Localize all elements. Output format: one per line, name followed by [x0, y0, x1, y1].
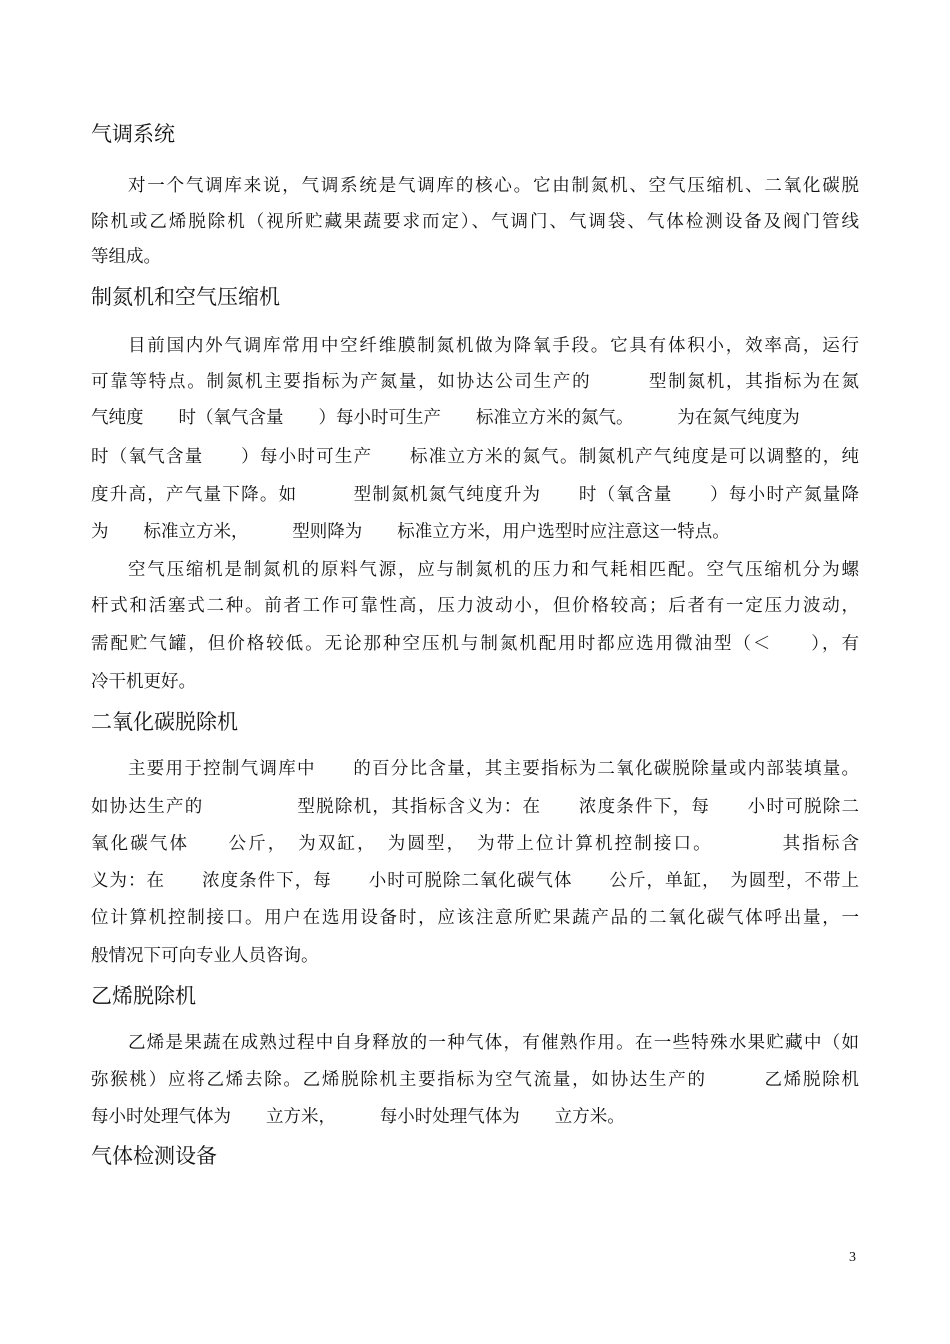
paragraph-line: 冷干机更好。: [91, 672, 196, 692]
section-heading: 制氮机和空气压缩机: [91, 285, 280, 309]
paragraph-line: 如协达生产的 型脱除机，其指标含义为：在 浓度条件下，每 小时可脱除二: [91, 797, 859, 817]
paragraph-line: 度升高，产气量下降。如 型制氮机氮气纯度升为 时（氧含量 ）每小时产氮量降: [91, 485, 859, 505]
paragraph-line: 对一个气调库来说，气调系统是气调库的核心。它由制氮机、空气压缩机、二氧化碳脱: [128, 176, 859, 196]
paragraph-line: 般情况下可向专业人员咨询。: [91, 946, 319, 966]
section-heading: 乙烯脱除机: [91, 984, 196, 1008]
paragraph-line: 除机或乙烯脱除机（视所贮藏果蔬要求而定）、气调门、气调袋、气体检测设备及阀门管线: [91, 212, 859, 232]
section-heading: 二氧化碳脱除机: [91, 710, 238, 734]
section-heading: 气调系统: [91, 122, 175, 146]
paragraph-line: 目前国内外气调库常用中空纤维膜制氮机做为降氧手段。它具有体积小，效率高，运行: [128, 336, 859, 356]
paragraph-line: 主要用于控制气调库中 的百分比含量，其主要指标为二氧化碳脱除量或内部装填量。: [128, 759, 859, 779]
paragraph-line: 气纯度 时（氧气含量 ）每小时可生产 标准立方米的氮气。 为在氮气纯度为: [91, 408, 800, 428]
paragraph-line: 氧化碳气体 公斤， 为双缸， 为圆型， 为带上位计算机控制接口。 其指标含: [91, 834, 859, 854]
paragraph-line: 义为：在 浓度条件下，每 小时可脱除二氧化碳气体 公斤，单缸， 为圆型，不带上: [91, 871, 859, 891]
section-heading: 气体检测设备: [91, 1144, 217, 1168]
paragraph-line: 乙烯是果蔬在成熟过程中自身释放的一种气体，有催熟作用。在一些特殊水果贮藏中（如: [128, 1033, 859, 1053]
paragraph-line: 空气压缩机是制氮机的原料气源，应与制氮机的压力和气耗相匹配。空气压缩机分为螺: [128, 560, 859, 580]
paragraph-line: 每小时处理气体为 立方米， 每小时处理气体为 立方米。: [91, 1107, 625, 1127]
paragraph-line: 时（氧气含量 ）每小时可生产 标准立方米的氮气。制氮机产气纯度是可以调整的，纯: [91, 447, 859, 467]
paragraph-line: 等组成。: [91, 247, 161, 267]
paragraph-line: 位计算机控制接口。用户在选用设备时，应该注意所贮果蔬产品的二氧化碳气体呼出量，一: [91, 908, 859, 928]
paragraph-line: 杆式和活塞式二种。前者工作可靠性高，压力波动小，但价格较高；后者有一定压力波动，: [91, 596, 859, 616]
page-number: 3: [849, 1250, 856, 1265]
paragraph-line: 可靠等特点。制氮机主要指标为产氮量，如协达公司生产的 型制氮机，其指标为在氮: [91, 372, 859, 392]
paragraph-line: 需配贮气罐，但价格较低。无论那种空压机与制氮机配用时都应选用微油型（＜ ），有: [91, 634, 859, 654]
paragraph-line: 为 标准立方米， 型则降为 标准立方米，用户选型时应注意这一特点。: [91, 522, 730, 542]
paragraph-line: 弥猴桃）应将乙烯去除。乙烯脱除机主要指标为空气流量，如协达生产的 乙烯脱除机: [91, 1070, 859, 1090]
